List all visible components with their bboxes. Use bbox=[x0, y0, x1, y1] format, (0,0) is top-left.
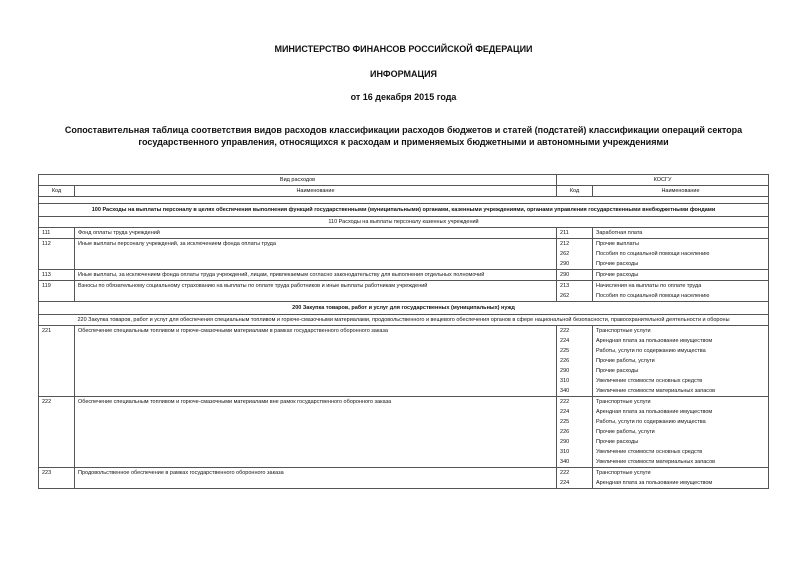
row-name: Иные выплаты персоналу учреждений, за исключением фонда оплаты труда bbox=[75, 239, 557, 270]
kosgu-code: 340 bbox=[560, 459, 570, 465]
kosgu-names bbox=[593, 397, 769, 468]
kosgu-code: 226 bbox=[560, 429, 570, 435]
kosgu-names bbox=[593, 270, 769, 281]
kosgu-code: 340 bbox=[560, 388, 570, 394]
kosgu-name: Работы, услуги по содержанию имущества bbox=[596, 419, 706, 425]
kosgu-name: Прочие работы, услуги bbox=[596, 429, 655, 435]
group-header-kosgu: КОСГУ bbox=[557, 175, 769, 186]
kosgu-codes bbox=[557, 228, 593, 239]
section-row bbox=[39, 204, 769, 217]
row-name: Фонд оплаты труда учреждений bbox=[75, 228, 557, 239]
kosgu-name: Арендная плата за пользование имуществом bbox=[596, 338, 713, 344]
kosgu-code: 290 bbox=[560, 368, 570, 374]
kosgu-code: 225 bbox=[560, 348, 570, 354]
kosgu-code: 212 bbox=[560, 241, 570, 247]
row-name: Продовольственное обеспечение в рамках государственного оборонного заказа bbox=[75, 468, 557, 489]
kosgu-names bbox=[593, 326, 769, 397]
kosgu-name: Транспортные услуги bbox=[596, 328, 651, 334]
ministry-heading: МИНИСТЕРСТВО ФИНАНСОВ РОССИЙСКОЙ ФЕДЕРАЦИИ bbox=[274, 44, 533, 54]
section-110: 110 Расходы на выплаты персоналу казенных учреждений bbox=[39, 217, 769, 228]
group-header-row bbox=[39, 175, 769, 186]
column-header-kosgu-name: Наименование bbox=[593, 186, 769, 197]
kosgu-name: Транспортные услуги bbox=[596, 399, 651, 405]
kosgu-code: 310 bbox=[560, 378, 570, 384]
row-112 bbox=[39, 239, 769, 270]
kosgu-name: Арендная плата за пользование имуществом bbox=[596, 409, 713, 415]
kosgu-name: Увеличение стоимости материальных запасов bbox=[596, 388, 716, 394]
kosgu-name: Прочие расходы bbox=[596, 439, 639, 445]
section-200: 200 Закупка товаров, работ и услуг для государственных (муниципальных) нужд bbox=[39, 302, 769, 315]
row-code: 112 bbox=[39, 239, 75, 270]
correspondence-table bbox=[38, 174, 769, 489]
kosgu-code: 290 bbox=[560, 272, 570, 278]
kosgu-code: 213 bbox=[560, 283, 570, 289]
subsection-row bbox=[39, 217, 769, 228]
kosgu-code: 226 bbox=[560, 358, 570, 364]
row-code: 221 bbox=[39, 326, 75, 397]
kosgu-code: 225 bbox=[560, 419, 570, 425]
kosgu-name: Прочие выплаты bbox=[596, 241, 639, 247]
kosgu-name: Транспортные услуги bbox=[596, 470, 651, 476]
row-name: Взносы по обязательному социальному страхованию на выплаты по оплате труда работников и иные выплаты работникам учреждений bbox=[75, 281, 557, 302]
kosgu-names bbox=[593, 239, 769, 270]
kosgu-codes bbox=[557, 397, 593, 468]
row-221 bbox=[39, 326, 769, 397]
document-title: Сопоставительная таблица соответствия видов расходов классификации расходов бюджетов и статей (подстатей) классификации операций сектора государственного управления, относящихся к расходам и применяемых бюджетными и автономными учреждениями bbox=[64, 125, 743, 147]
row-code: 113 bbox=[39, 270, 75, 281]
section-row bbox=[39, 302, 769, 315]
kosgu-name: Заработная плата bbox=[596, 230, 643, 236]
row-111 bbox=[39, 228, 769, 239]
kosgu-code: 224 bbox=[560, 409, 570, 415]
row-name: Обеспечение специальным топливом и горюче-смазочными материалами вне рамок государственного оборонного заказа bbox=[75, 397, 557, 468]
kosgu-code: 211 bbox=[560, 230, 569, 236]
kosgu-codes bbox=[557, 281, 593, 302]
kosgu-name: Пособия по социальной помощи населению bbox=[596, 251, 710, 257]
row-code: 223 bbox=[39, 468, 75, 489]
kosgu-names bbox=[593, 281, 769, 302]
kosgu-name: Пособия по социальной помощи населению bbox=[596, 293, 710, 299]
document-type: ИНФОРМАЦИЯ bbox=[369, 69, 438, 79]
kosgu-names bbox=[593, 228, 769, 239]
kosgu-name: Арендная плата за пользование имуществом bbox=[596, 480, 713, 486]
kosgu-code: 224 bbox=[560, 338, 570, 344]
table-body bbox=[39, 175, 769, 489]
column-header-code: Код bbox=[39, 186, 75, 197]
group-header-vr: Вид расходов bbox=[39, 175, 557, 186]
column-header-row bbox=[39, 186, 769, 197]
document-date: от 16 декабря 2015 года bbox=[350, 92, 457, 102]
section-220: 220 Закупка товаров, работ и услуг для обеспечения специальным топливом и горюче-смазочными материалами, продовольственного и вещевого обеспечения органов в сфере национальной безопасности, правоохранительной деятельности и обороны bbox=[39, 315, 769, 326]
row-code: 222 bbox=[39, 397, 75, 468]
section-100: 100 Расходы на выплаты персоналу в целях обеспечения выполнения функций государственными (муниципальными) органами, казенными учреждениями, органами управления государственными внебюджетными фондами bbox=[39, 204, 769, 217]
kosgu-names bbox=[593, 468, 769, 489]
row-code: 111 bbox=[39, 228, 75, 239]
kosgu-codes bbox=[557, 326, 593, 397]
kosgu-name: Прочие расходы bbox=[596, 261, 639, 267]
row-222 bbox=[39, 397, 769, 468]
kosgu-codes bbox=[557, 239, 593, 270]
kosgu-name: Увеличение стоимости основных средств bbox=[596, 378, 703, 384]
kosgu-name: Прочие расходы bbox=[596, 272, 639, 278]
row-223 bbox=[39, 468, 769, 489]
kosgu-code: 222 bbox=[560, 328, 570, 334]
row-name: Иные выплаты, за исключением фонда оплаты труда учреждений, лицам, привлекаемым согласно законодательству для выполнения отдельных полномочий bbox=[75, 270, 557, 281]
spacer-cell bbox=[39, 197, 769, 204]
kosgu-name: Прочие расходы bbox=[596, 368, 639, 374]
kosgu-name: Прочие работы, услуги bbox=[596, 358, 655, 364]
spacer-row bbox=[39, 197, 769, 204]
kosgu-code: 290 bbox=[560, 261, 570, 267]
kosgu-codes bbox=[557, 270, 593, 281]
column-header-kosgu-code: Код bbox=[557, 186, 593, 197]
kosgu-code: 290 bbox=[560, 439, 570, 445]
column-header-name: Наименование bbox=[75, 186, 557, 197]
row-name: Обеспечение специальным топливом и горюче-смазочными материалами в рамках государственного оборонного заказа bbox=[75, 326, 557, 397]
kosgu-name: Работы, услуги по содержанию имущества bbox=[596, 348, 706, 354]
kosgu-code: 262 bbox=[560, 293, 570, 299]
kosgu-code: 222 bbox=[560, 470, 570, 476]
kosgu-name: Увеличение стоимости материальных запасов bbox=[596, 459, 716, 465]
kosgu-code: 262 bbox=[560, 251, 570, 257]
kosgu-code: 224 bbox=[560, 480, 570, 486]
row-113 bbox=[39, 270, 769, 281]
subsection-row bbox=[39, 315, 769, 326]
row-code: 119 bbox=[39, 281, 75, 302]
kosgu-code: 222 bbox=[560, 399, 570, 405]
kosgu-codes bbox=[557, 468, 593, 489]
kosgu-code: 310 bbox=[560, 449, 570, 455]
row-119 bbox=[39, 281, 769, 302]
kosgu-name: Начисления на выплаты по оплате труда bbox=[596, 283, 702, 289]
kosgu-name: Увеличение стоимости основных средств bbox=[596, 449, 703, 455]
